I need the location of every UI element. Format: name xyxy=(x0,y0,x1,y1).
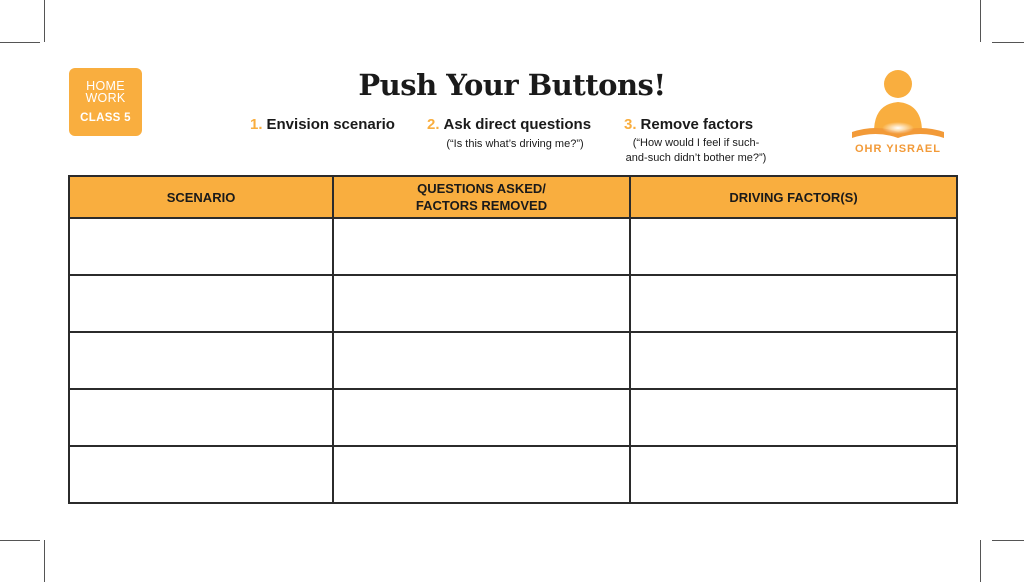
step-1 xyxy=(250,116,395,133)
logo-glow xyxy=(882,122,914,134)
driving-factors-cell[interactable] xyxy=(630,275,957,332)
logo-text: OHR YISRAEL xyxy=(855,143,941,155)
column-header-questions-line-2: FACTORS REMOVED xyxy=(415,198,548,213)
questions-cell[interactable] xyxy=(333,389,630,446)
scenario-cell[interactable] xyxy=(69,332,333,389)
step-3-label: Remove factors xyxy=(640,116,754,133)
driving-factors-cell[interactable] xyxy=(630,332,957,389)
step-3-number: 3. xyxy=(624,116,637,133)
step-3-note xyxy=(606,136,786,166)
crop-mark xyxy=(980,540,981,582)
table-row xyxy=(69,446,957,503)
scenario-cell[interactable] xyxy=(69,275,333,332)
step-2-note: (“Is this what’s driving me?”) xyxy=(446,138,584,150)
step-3-note-line-1: (“How would I feel if such- xyxy=(632,137,760,149)
badge-class-number: CLASS 5 xyxy=(80,112,131,124)
table-header-row xyxy=(69,176,957,218)
table-row xyxy=(69,389,957,446)
step-2 xyxy=(427,116,591,133)
crop-mark xyxy=(980,0,981,42)
step-2-label: Ask direct questions xyxy=(443,116,592,133)
crop-mark xyxy=(0,42,40,43)
logo-head-icon xyxy=(884,70,912,98)
crop-mark xyxy=(44,540,45,582)
column-header-scenario-label: SCENARIO xyxy=(166,189,236,205)
step-2-number: 2. xyxy=(427,116,440,133)
badge-line-home: HOME xyxy=(86,79,125,93)
step-3 xyxy=(624,116,753,133)
questions-cell[interactable] xyxy=(333,218,630,275)
driving-factors-cell[interactable] xyxy=(630,389,957,446)
scenario-cell[interactable] xyxy=(69,389,333,446)
scenario-cell[interactable] xyxy=(69,218,333,275)
scenario-cell[interactable] xyxy=(69,446,333,503)
column-header-questions xyxy=(333,176,630,218)
crop-mark xyxy=(992,540,1024,541)
driving-factors-cell[interactable] xyxy=(630,218,957,275)
table-row xyxy=(69,332,957,389)
table-row xyxy=(69,275,957,332)
driving-factors-cell[interactable] xyxy=(630,446,957,503)
questions-cell[interactable] xyxy=(333,275,630,332)
table-row xyxy=(69,218,957,275)
step-3-note-line-2: and-such didn’t bother me?”) xyxy=(625,152,767,164)
column-header-driving-factors-label: DRIVING FACTOR(S) xyxy=(729,189,858,205)
questions-cell[interactable] xyxy=(333,332,630,389)
crop-mark xyxy=(0,540,40,541)
step-1-number: 1. xyxy=(250,116,263,133)
worksheet-table xyxy=(68,175,958,504)
column-header-driving-factors xyxy=(630,176,957,218)
badge-line-work: WORK xyxy=(85,91,126,105)
page-title: Push Your Buttons! xyxy=(358,68,666,102)
questions-cell[interactable] xyxy=(333,446,630,503)
crop-mark xyxy=(992,42,1024,43)
step-1-label: Envision scenario xyxy=(266,116,395,133)
column-header-questions-line-1: QUESTIONS ASKED/ xyxy=(417,181,546,196)
column-header-scenario xyxy=(69,176,333,218)
crop-mark xyxy=(44,0,45,42)
